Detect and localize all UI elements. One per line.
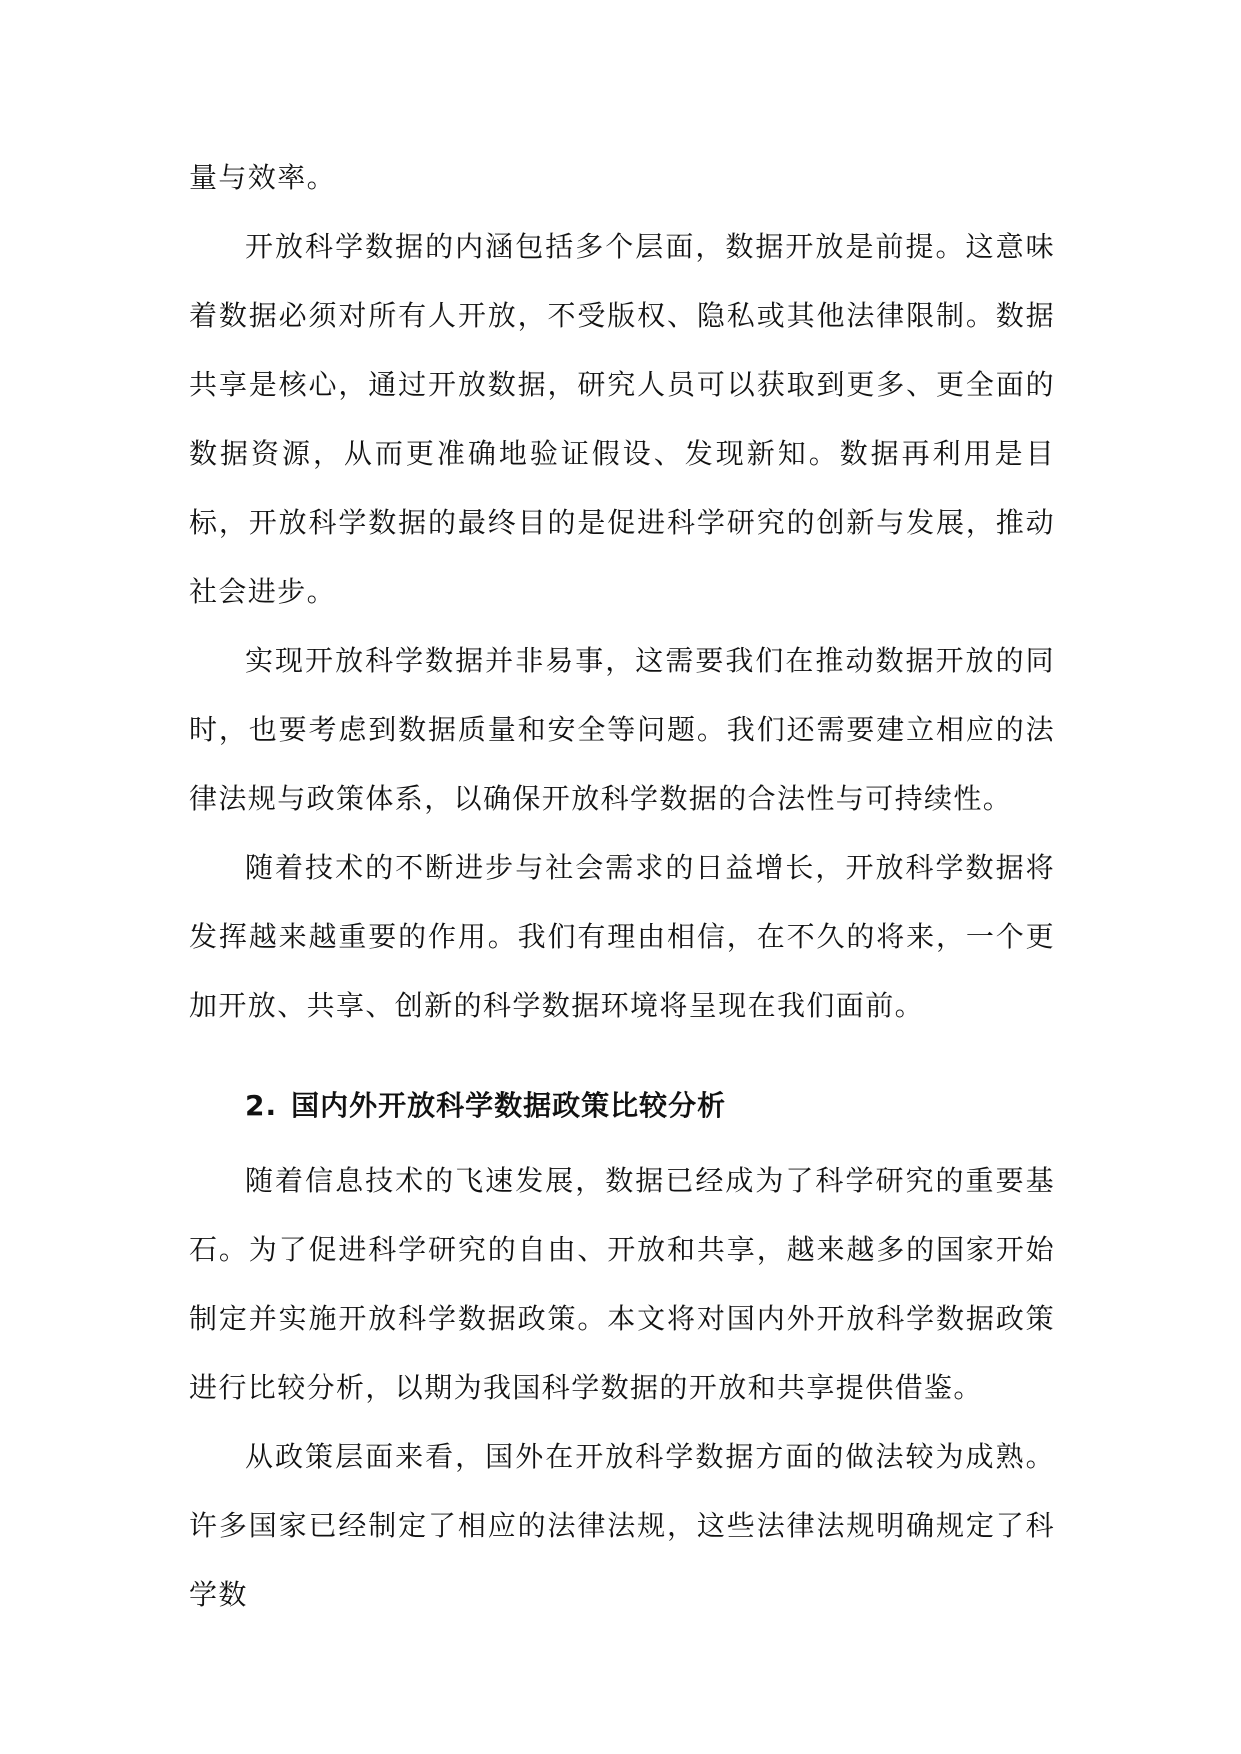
paragraph-implementation-challenges: 实现开放科学数据并非易事，这需要我们在推动数据开放的同时，也要考虑到数据质量和安全等问题。我们还需要建立相应的法律法规与政策体系，以确保开放科学数据的合法性与可持续性。 [189,644,1055,815]
paragraph-future-outlook: 随着技术的不断进步与社会需求的日益增长，开放科学数据将发挥越来越重要的作用。我们有理由相信，在不久的将来，一个更加开放、共享、创新的科学数据环境将呈现在我们面前。 [189,851,1055,1022]
paragraph-open-data-connotation: 开放科学数据的内涵包括多个层面，数据开放是前提。这意味着数据必须对所有人开放，不受版权、隐私或其他法律限制。数据共享是核心，通过开放数据，研究人员可以获取到更多、更全面的数据资源，从而更准确地验证假设、发现新知。数据再利用是目标，开放科学数据的最终目的是促进科学研究的创新与发展，推动社会进步。 [189,230,1055,608]
section-number: 2. [245,1089,278,1122]
document-body [189,143,1055,1629]
section-heading [189,1076,1055,1136]
paragraph-continuation: 量与效率。 [189,161,337,194]
paragraph-policy-intro: 随着信息技术的飞速发展，数据已经成为了科学研究的重要基石。为了促进科学研究的自由、开放和共享，越来越多的国家开始制定并实施开放科学数据政策。本文将对国内外开放科学数据政策进行比较分析，以期为我国科学数据的开放和共享提供借鉴。 [189,1164,1055,1404]
paragraph-policy-foreign: 从政策层面来看，国外在开放科学数据方面的做法较为成熟。许多国家已经制定了相应的法律法规，这些法律法规明确规定了科学数 [189,1440,1055,1611]
section-title: 国内外开放科学数据政策比较分析 [291,1089,727,1122]
